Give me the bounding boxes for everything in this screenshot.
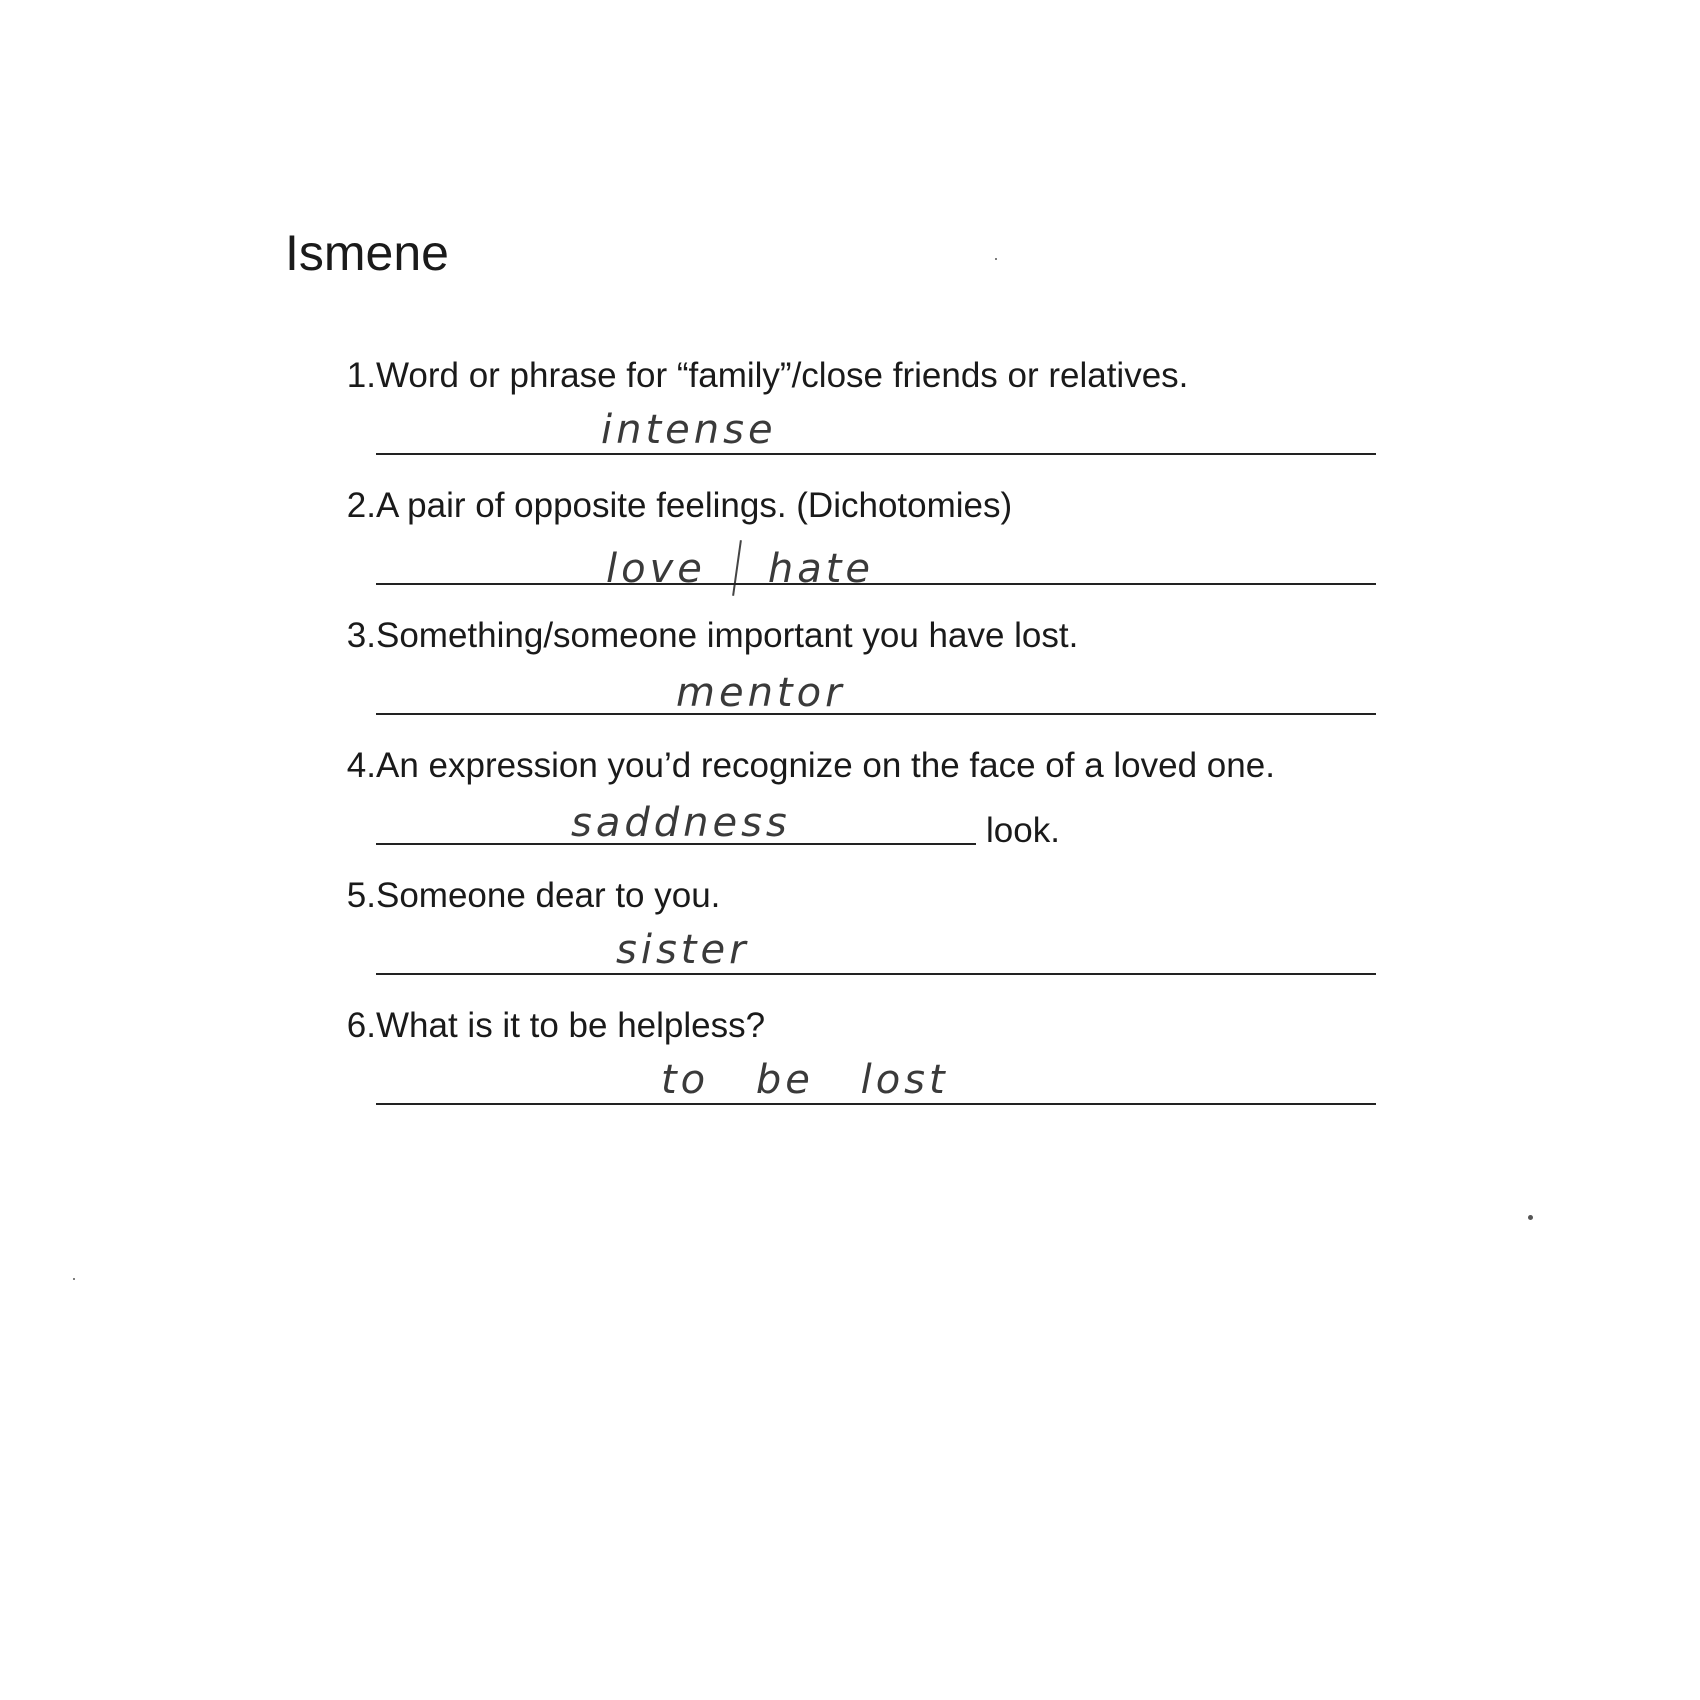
answer-line bbox=[376, 1103, 1376, 1105]
question-item-2 bbox=[326, 488, 1386, 618]
handwritten-answer-right: hate bbox=[767, 546, 875, 592]
handwritten-answer-left: love bbox=[606, 546, 706, 592]
answer-suffix: look. bbox=[986, 811, 1060, 850]
scan-speck bbox=[73, 1278, 75, 1280]
handwritten-answer: mentor bbox=[676, 670, 846, 716]
question-number: 1. bbox=[346, 356, 376, 395]
question-number: 5. bbox=[346, 876, 376, 915]
handwritten-answer: sister bbox=[616, 927, 750, 973]
answer-line bbox=[376, 583, 1376, 585]
handwritten-answer-pair bbox=[606, 540, 874, 596]
question-item-6 bbox=[326, 1008, 1386, 1138]
handwritten-answer: intense bbox=[601, 407, 777, 453]
question-prompt: Someone dear to you. bbox=[376, 876, 721, 915]
question-prompt: An expression you’d recognize on the face of a loved one. bbox=[376, 746, 1275, 785]
scan-speck bbox=[1528, 1215, 1533, 1220]
question-item-1 bbox=[326, 358, 1386, 488]
question-prompt: A pair of opposite feelings. (Dichotomies) bbox=[376, 486, 1013, 525]
question-number: 2. bbox=[346, 486, 376, 525]
answer-line bbox=[376, 713, 1376, 715]
answer-line bbox=[376, 843, 976, 845]
question-number: 3. bbox=[346, 616, 376, 655]
handwritten-answer: saddness bbox=[571, 800, 791, 846]
question-prompt: Word or phrase for “family”/close friends or relatives. bbox=[376, 356, 1189, 395]
question-number: 6. bbox=[346, 1006, 376, 1045]
handwritten-answer: to be lost bbox=[661, 1057, 949, 1103]
slash-divider bbox=[732, 540, 742, 596]
answer-line bbox=[376, 973, 1376, 975]
worksheet-title: Ismene bbox=[285, 225, 449, 281]
question-item-5 bbox=[326, 878, 1386, 1008]
question-number: 4. bbox=[346, 746, 376, 785]
question-prompt: Something/someone important you have lost. bbox=[376, 616, 1079, 655]
scan-speck bbox=[995, 258, 997, 260]
question-item-4 bbox=[326, 748, 1386, 878]
question-prompt: What is it to be helpless? bbox=[376, 1006, 766, 1045]
question-item-3 bbox=[326, 618, 1386, 748]
answer-line bbox=[376, 453, 1376, 455]
